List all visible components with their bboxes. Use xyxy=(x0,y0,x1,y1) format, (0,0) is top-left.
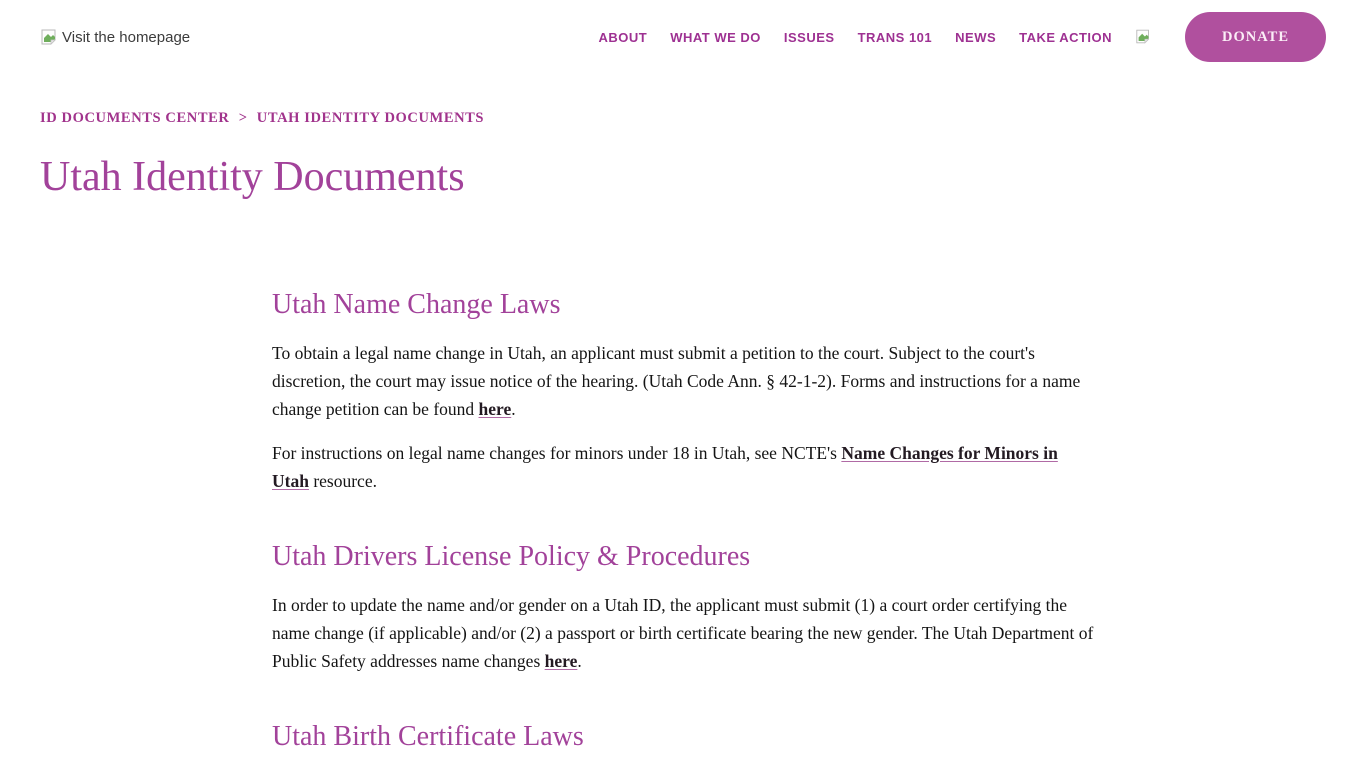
nav-item-issues[interactable]: ISSUES xyxy=(783,29,835,45)
paragraph: In order to update the name and/or gender on a Utah ID, the applicant must submit (1) a court order certifying the name change (if applicable) and/or (2) a passport or birth certificate bearing the new gender. The Utah Department of Public Safety addresses name changes here. xyxy=(272,595,1094,671)
paragraph: For instructions on legal name changes for minors under 18 in Utah, see NCTE's Name Changes for Minors in Utah resource. xyxy=(272,443,1058,491)
homepage-link[interactable] xyxy=(40,29,190,46)
section-name-change-laws xyxy=(272,289,1094,495)
search-icon[interactable] xyxy=(1135,29,1155,45)
donate-button[interactable]: DONATE xyxy=(1185,12,1326,62)
inline-link[interactable]: here xyxy=(544,651,578,671)
section-heading: Utah Name Change Laws xyxy=(272,289,561,320)
nav-item-trans-101[interactable]: TRANS 101 xyxy=(857,29,933,45)
breadcrumb-parent-link[interactable]: ID DOCUMENTS CENTER xyxy=(40,110,230,126)
main-content xyxy=(272,289,1094,753)
nav-item-about[interactable]: ABOUT xyxy=(598,29,648,45)
logo-alt-text: Visit the homepage xyxy=(62,28,191,46)
section-drivers-license xyxy=(272,541,1094,675)
page-title: Utah Identity Documents xyxy=(40,154,465,200)
nav-item-take-action[interactable]: TAKE ACTION xyxy=(1019,29,1113,45)
breadcrumb-current: UTAH IDENTITY DOCUMENTS xyxy=(256,110,485,126)
nav-item-news[interactable]: NEWS xyxy=(955,29,997,45)
section-heading: Utah Birth Certificate Laws xyxy=(272,721,584,752)
nav-item-what-we-do[interactable]: WHAT WE DO xyxy=(670,29,761,45)
broken-image-icon xyxy=(40,29,60,45)
breadcrumb xyxy=(40,110,1366,127)
main-nav xyxy=(575,12,1326,62)
section-heading: Utah Drivers License Policy & Procedures xyxy=(272,541,751,572)
paragraph: To obtain a legal name change in Utah, an applicant must submit a petition to the court. Subject to the court's discretion, the court may issue notice of the hearing. (Utah Code Ann. § 42-1-2). Forms and instructions for a name change petition can be found here. xyxy=(272,343,1081,419)
inline-link[interactable]: Name Changes for Minors in Utah xyxy=(272,443,1058,491)
site-header xyxy=(0,0,1366,74)
breadcrumb-separator: > xyxy=(238,110,248,126)
inline-link[interactable]: here xyxy=(478,399,512,419)
section-birth-certificate xyxy=(272,721,1094,753)
